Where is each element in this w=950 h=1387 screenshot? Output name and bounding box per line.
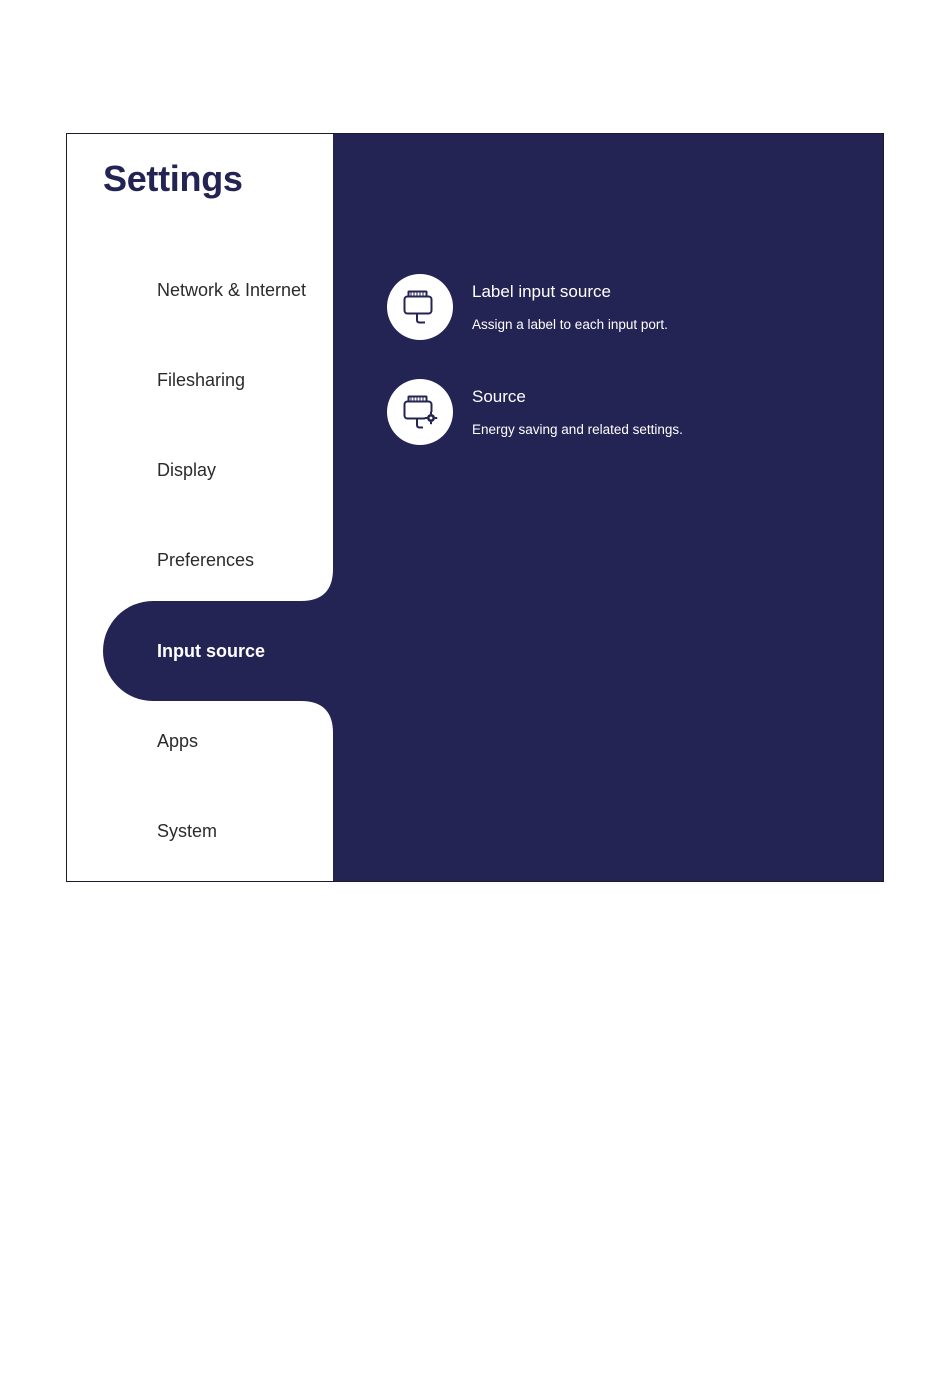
sidebar-item-preferences[interactable]: Preferences bbox=[157, 550, 255, 570]
content-panel bbox=[333, 134, 883, 881]
settings-window bbox=[66, 133, 884, 882]
sidebar-item-input-source[interactable] bbox=[103, 601, 343, 701]
input-port-icon bbox=[387, 274, 453, 340]
sidebar-item-display[interactable]: Display bbox=[157, 460, 217, 480]
sidebar-item-system[interactable]: System bbox=[157, 821, 218, 841]
option-description: Assign a label to each input port. bbox=[472, 317, 668, 332]
source-option[interactable] bbox=[387, 379, 827, 445]
option-title: Source bbox=[472, 387, 526, 406]
input-port-settings-icon bbox=[387, 379, 453, 445]
label-input-source-option[interactable] bbox=[387, 274, 827, 340]
page-title: Settings bbox=[103, 158, 243, 199]
sidebar-item-filesharing[interactable]: Filesharing bbox=[157, 370, 246, 390]
sidebar-item-label: Input source bbox=[157, 641, 266, 661]
sidebar-item-apps[interactable]: Apps bbox=[157, 731, 199, 751]
option-title: Label input source bbox=[472, 282, 611, 301]
sidebar bbox=[67, 134, 333, 881]
option-description: Energy saving and related settings. bbox=[472, 422, 683, 437]
sidebar-item-network-internet[interactable]: Network & Internet bbox=[157, 280, 307, 300]
